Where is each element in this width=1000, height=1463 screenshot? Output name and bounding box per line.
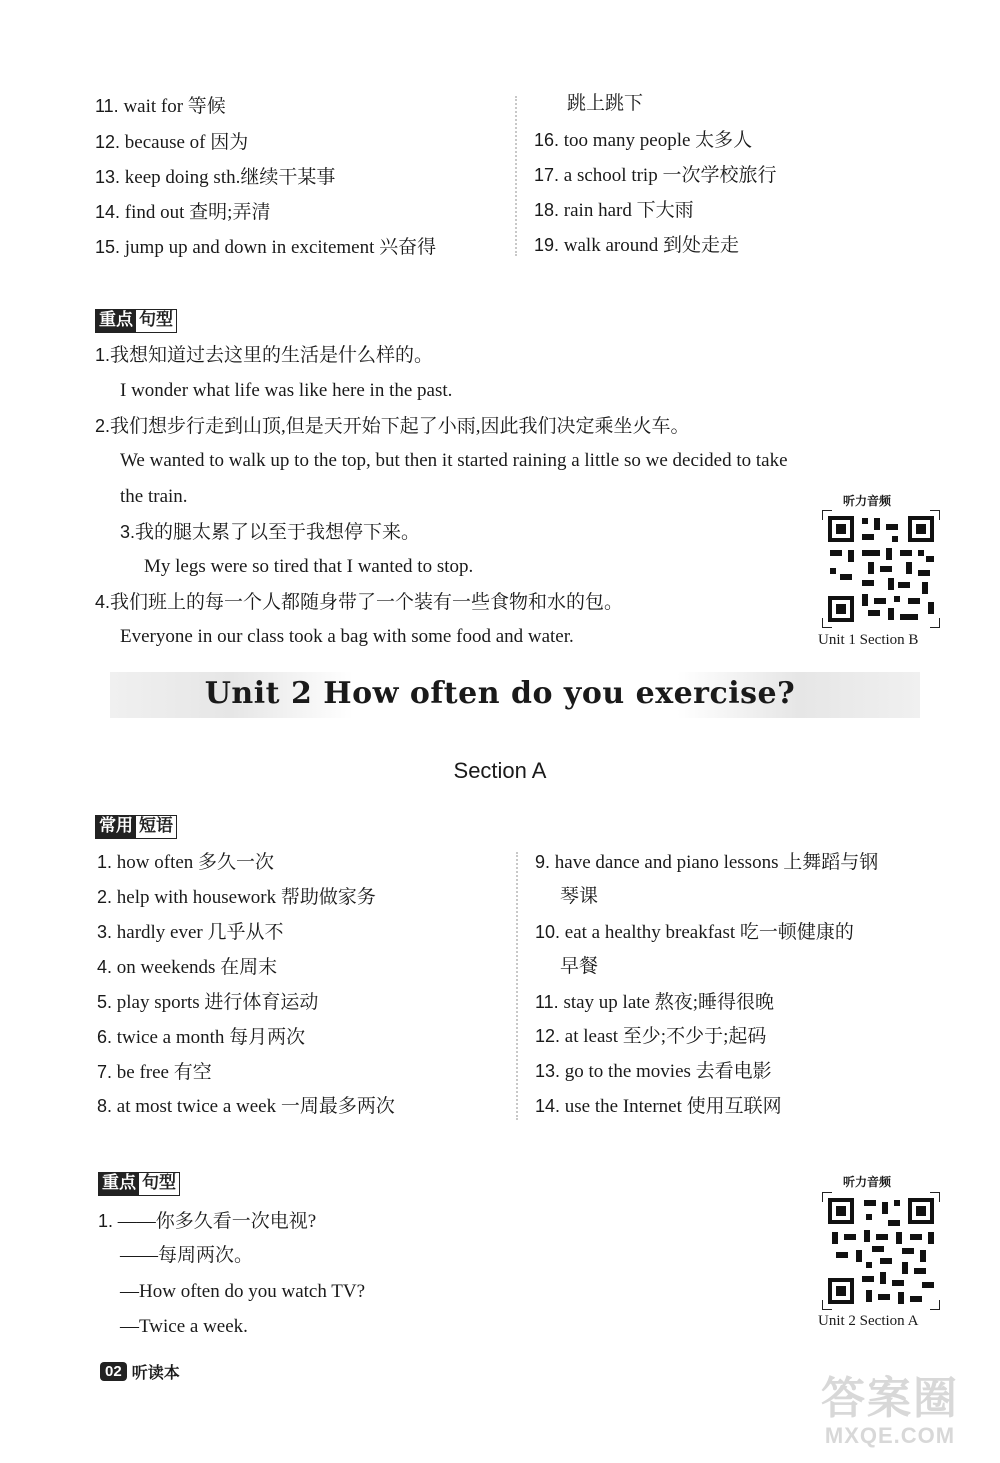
phrase-15-continuation: 跳上跳下	[567, 93, 644, 114]
phrase-18: 18. rain hard 下大雨	[534, 200, 694, 221]
phrase-11: 11. wait for 等候	[95, 96, 226, 117]
key-sentences-tag-2: 重点 句型	[98, 1172, 180, 1196]
section-title: Section A	[453, 758, 547, 783]
phrase-17: 17. a school trip 一次学校旅行	[534, 165, 777, 186]
phrase-12: 12. because of 因为	[95, 132, 249, 153]
unit-title: Unit 2 How often do you exercise?	[204, 676, 796, 711]
sentence-3-zh: 3.我的腿太累了以至于我想停下来。	[120, 522, 421, 543]
column-divider	[515, 96, 517, 256]
common-phrases-tag: 常用 短语	[95, 815, 177, 839]
u2-phrase-8: 8. at most twice a week 一周最多两次	[97, 1096, 395, 1117]
qr-code-icon-2[interactable]	[822, 1192, 940, 1310]
phrase-14: 14. find out 查明;弄清	[95, 202, 271, 223]
qr-caption: Unit 1 Section B	[818, 632, 919, 648]
u2-phrase-1: 1. how often 多久一次	[97, 852, 275, 873]
page-number-badge	[100, 1360, 180, 1382]
u2-phrase-13: 13. go to the movies 去看电影	[535, 1061, 772, 1082]
sentence-4-zh: 4.我们班上的每一个人都随身带了一个装有一些食物和水的包。	[95, 592, 624, 613]
qr-code-icon[interactable]	[822, 510, 940, 628]
qr-audio-label-2: 听力音频	[843, 1175, 892, 1189]
dialog-en-answer: —Twice a week.	[120, 1316, 248, 1337]
u2-phrase-2: 2. help with housework 帮助做家务	[97, 887, 376, 908]
key-sentences-tag: 重点 句型	[95, 309, 177, 333]
watermark	[800, 1375, 980, 1455]
watermark-url: MXQE.COM	[824, 1423, 956, 1448]
u2-phrase-10: 10. eat a healthy breakfast 吃一顿健康的	[535, 922, 854, 943]
u2-phrase-6: 6. twice a month 每月两次	[97, 1027, 306, 1048]
column-divider-2	[516, 852, 518, 1120]
phrase-16: 16. too many people 太多人	[534, 130, 753, 151]
u2-phrase-9: 9. have dance and piano lessons 上舞蹈与钢	[535, 852, 879, 873]
sentence-1-zh: 1.我想知道过去这里的生活是什么样的。	[95, 345, 434, 366]
u2-phrase-14: 14. use the Internet 使用互联网	[535, 1096, 782, 1117]
u2-phrase-4: 4. on weekends 在周末	[97, 957, 278, 978]
dialog-en-question: —How often do you watch TV?	[120, 1281, 366, 1302]
u2-phrase-12: 12. at least 至少;不少于;起码	[535, 1026, 767, 1047]
u2-phrase-7: 7. be free 有空	[97, 1062, 212, 1083]
qr-caption-2: Unit 2 Section A	[818, 1313, 919, 1329]
qr-audio-label: 听力音频	[843, 494, 892, 508]
page-number: 02	[100, 1362, 127, 1381]
sentence-1-en: I wonder what life was like here in the past.	[120, 380, 453, 401]
dialog-zh-answer: ——每周两次。	[120, 1245, 254, 1266]
sentence-2-zh: 2.我们想步行走到山顶,但是天开始下起了小雨,因此我们决定乘坐火车。	[95, 416, 690, 437]
book-label: 听读本	[131, 1362, 180, 1382]
u2-phrase-10-cont: 早餐	[560, 956, 599, 977]
u2-phrase-9-cont: 琴课	[560, 886, 599, 907]
sentence-2-en: We wanted to walk up to the top, but then it started raining a little so we decided to take	[120, 450, 788, 471]
sentence-3-en: My legs were so tired that I wanted to stop.	[144, 556, 474, 577]
dialog-zh-question: 1. ——你多久看一次电视?	[98, 1211, 317, 1232]
sentence-4-en: Everyone in our class took a bag with some food and water.	[120, 626, 574, 647]
watermark-logo: 答案圈	[821, 1374, 959, 1423]
u2-phrase-5: 5. play sports 进行体育运动	[97, 992, 319, 1013]
phrase-15: 15. jump up and down in excitement 兴奋得	[95, 237, 437, 258]
u2-phrase-11: 11. stay up late 熬夜;睡得很晚	[535, 992, 774, 1013]
u2-phrase-3: 3. hardly ever 几乎从不	[97, 922, 284, 943]
phrase-13: 13. keep doing sth.继续干某事	[95, 167, 336, 188]
sentence-2-en-cont: the train.	[120, 486, 188, 507]
phrase-19: 19. walk around 到处走走	[534, 235, 739, 256]
